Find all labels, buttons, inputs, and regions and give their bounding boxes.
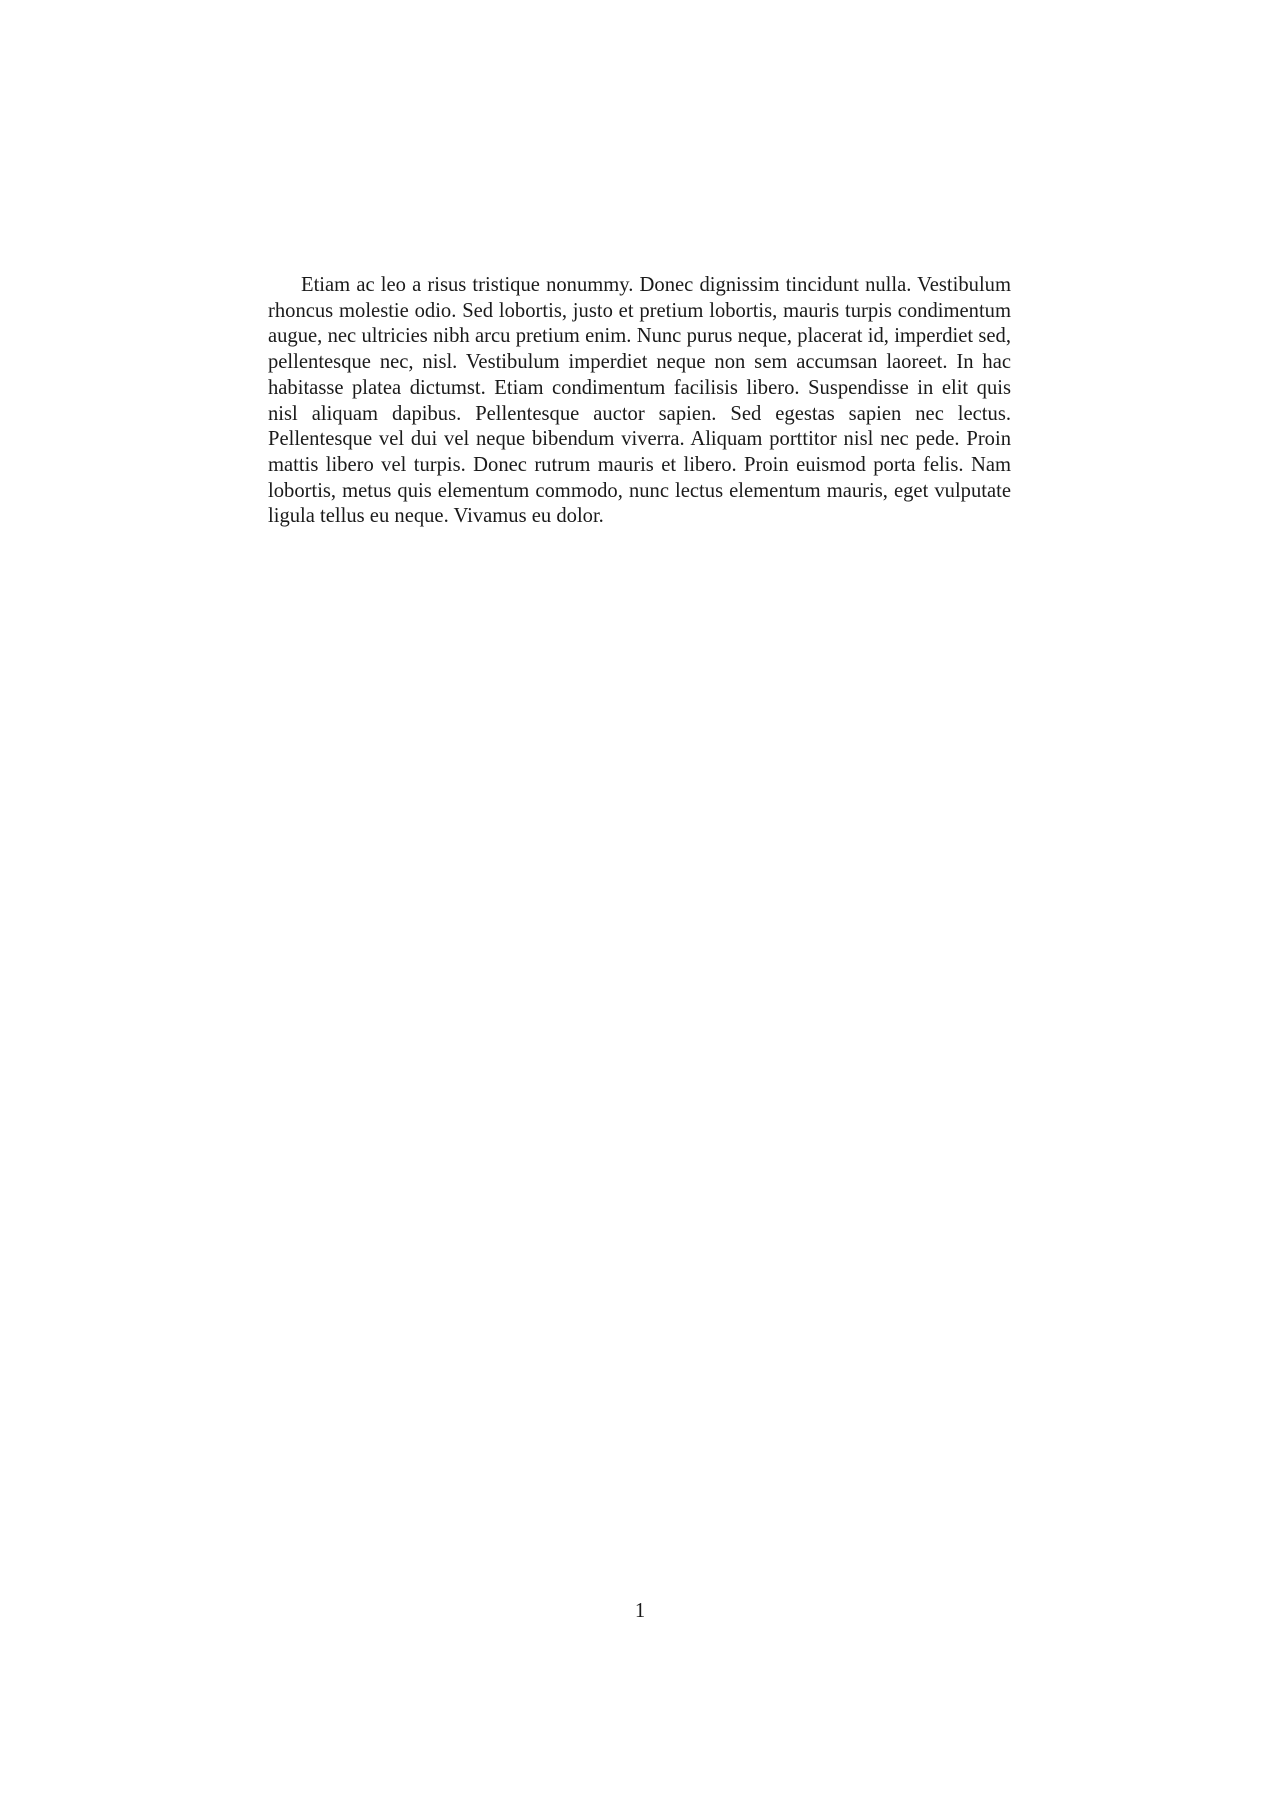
body-paragraph: Etiam ac leo a risus tristique nonummy. Donec dignissim tincidunt nulla. Vestibulum rhoncus molestie odio. Sed lobortis, justo et pretium lobortis, mauris turpis condimentum augue, nec ultricies nibh arcu pretium enim. Nunc purus neque, placerat id, imperdiet sed, pellentesque nec, nisl. Vestibulum imperdiet neque non sem accumsan laoreet. In hac habitasse platea dictumst. Etiam condimentum facilisis libero. Suspendisse in elit quis nisl aliquam dapibus. Pellentesque auctor sapien. Sed egestas sapien nec lectus. Pellentesque vel dui vel neque bibendum viverra. Aliquam porttitor nisl nec pede. Proin mattis libero vel turpis. Donec rutrum mauris et libero. Proin euismod porta felis. Nam lobortis, metus quis elementum commodo, nunc lectus elementum mauris, eget vulputate ligula tellus eu neque. Vivamus eu dolor. <box>268 274 1011 528</box>
page-number: 1 <box>634 1600 646 1622</box>
